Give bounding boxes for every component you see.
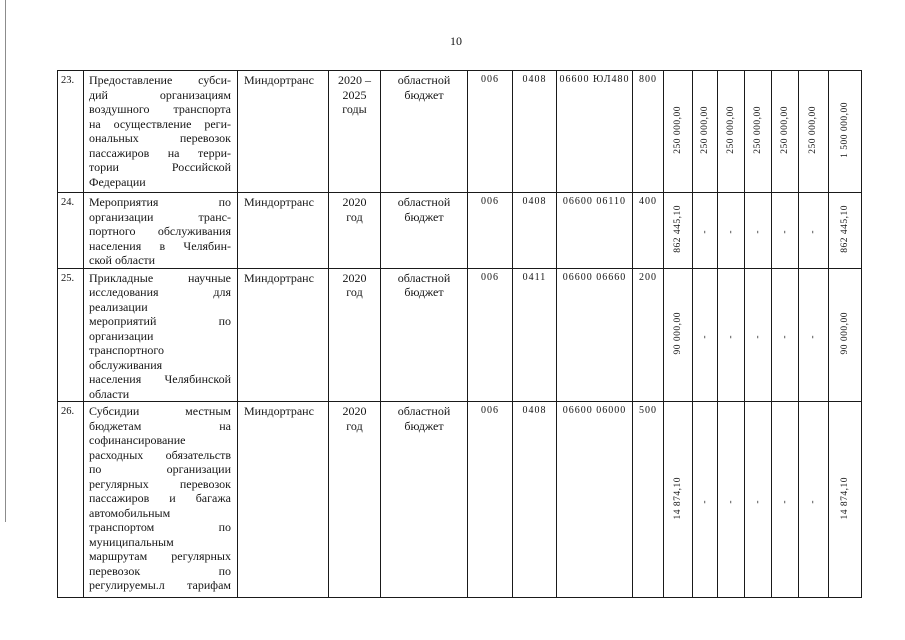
amount-total-value: 1 500 000,00	[839, 101, 850, 158]
amount-total-cell	[829, 193, 862, 269]
code-expense-type: 400	[633, 193, 664, 269]
amount-value: -	[752, 499, 763, 504]
amount-cell	[745, 193, 772, 269]
amount-cell	[664, 193, 693, 269]
amount-value: -	[699, 499, 710, 504]
description-line: реализации	[89, 299, 148, 314]
description-line: маршрутам регулярных	[89, 549, 231, 563]
amount-cell	[799, 402, 829, 598]
amount-cell	[745, 402, 772, 598]
description-line: автомобильным	[89, 505, 171, 520]
table-row	[58, 268, 862, 402]
description-line: регулируемы.л тарифам	[89, 578, 231, 592]
period-line: 2020	[342, 195, 367, 209]
description-line: регулярных перевозок	[89, 476, 231, 491]
row-number: 25.	[58, 268, 84, 402]
period-line: год	[346, 418, 363, 433]
code-target-item: 06600 ЮЛ480	[557, 71, 633, 193]
measures-table	[57, 70, 862, 598]
description-line: Предоставление субси-	[89, 73, 231, 87]
period-line: 2025	[342, 87, 367, 102]
row-number: 26.	[58, 402, 84, 598]
amount-cell	[693, 402, 718, 598]
measure-description	[84, 193, 238, 269]
amount-total-value: 862 445,10	[839, 204, 850, 253]
amount-value: -	[699, 230, 710, 234]
code-ministry: 006	[468, 71, 513, 193]
period	[329, 71, 381, 193]
description-line: организации	[89, 328, 154, 343]
amount-value: 90 000,00	[672, 311, 683, 355]
amount-value: -	[699, 334, 710, 339]
period-line: годы	[342, 102, 367, 116]
code-expense-type: 800	[633, 71, 664, 193]
description-line: Прикладные научные	[89, 270, 231, 285]
amount-value: -	[808, 230, 818, 234]
table-row	[58, 193, 862, 269]
amount-cell	[799, 268, 829, 402]
code-section: 0411	[513, 268, 557, 402]
period-line: 2020	[342, 270, 367, 285]
amount-value: 250 000,00	[725, 105, 736, 154]
page-number: 10	[450, 34, 462, 48]
funding-source-line: областной	[397, 73, 451, 87]
row-number: 24.	[58, 193, 84, 269]
table-row	[58, 71, 862, 193]
amount-value: 14 874,10	[672, 476, 683, 519]
description-line: Субсидии местным	[89, 404, 231, 418]
description-line: Федерации	[89, 174, 146, 189]
code-expense-type: 500	[633, 402, 664, 598]
description-line: по организации	[89, 462, 231, 476]
amount-cell	[693, 71, 718, 193]
amount-value: -	[752, 334, 763, 339]
code-ministry: 006	[468, 268, 513, 402]
description-line: на осуществление реги-	[89, 116, 231, 131]
amount-total-value: 90 000,00	[839, 311, 850, 355]
funding-source	[381, 402, 468, 598]
amount-value: -	[725, 230, 736, 234]
amount-value: -	[808, 334, 818, 339]
description-line: исследования для	[89, 285, 231, 299]
funding-source	[381, 193, 468, 269]
description-line: муниципальным	[89, 534, 174, 549]
executor: Миндортранс	[238, 71, 329, 193]
description-line: транспортного	[89, 343, 165, 357]
executor: Миндортранс	[238, 268, 329, 402]
description-line: пассажиров и багажа	[89, 491, 231, 505]
amount-value: -	[779, 334, 790, 339]
amount-value: -	[725, 499, 736, 504]
funding-source-line: областной	[397, 195, 451, 209]
description-line: перевозок по	[89, 563, 231, 578]
description-line: пассажиров на терри-	[89, 145, 231, 160]
description-line: обслуживания	[89, 357, 163, 372]
amount-total-value: 14 874,10	[839, 476, 850, 519]
table-row	[58, 402, 862, 598]
code-expense-type: 200	[633, 268, 664, 402]
code-ministry: 006	[468, 193, 513, 269]
description-line: области	[89, 386, 130, 401]
description-line: тории Российской	[89, 160, 231, 174]
amount-cell	[772, 71, 799, 193]
amount-value: 250 000,00	[779, 105, 790, 154]
description-line: ональных перевозок	[89, 131, 231, 145]
measure-description	[84, 268, 238, 402]
funding-source-line: бюджет	[404, 285, 444, 299]
amount-cell	[718, 193, 745, 269]
funding-source-line: бюджет	[404, 87, 444, 102]
description-line: населения в Челябин-	[89, 238, 231, 253]
description-line: портного обслуживания	[89, 224, 231, 238]
amount-cell	[745, 71, 772, 193]
amount-cell	[718, 402, 745, 598]
description-line: ской области	[89, 253, 156, 267]
scan-edge-line	[5, 0, 6, 522]
funding-source-line: бюджет	[404, 209, 444, 224]
amount-value: -	[779, 230, 790, 234]
amount-total-cell	[829, 402, 862, 598]
amount-value: 862 445,10	[672, 204, 683, 253]
amount-value: 250 000,00	[808, 105, 818, 154]
description-line: транспортом по	[89, 520, 231, 534]
period-line: 2020 –	[338, 73, 371, 87]
funding-source	[381, 268, 468, 402]
code-section: 0408	[513, 402, 557, 598]
description-line: населения Челябинской	[89, 372, 231, 386]
amount-total-cell	[829, 268, 862, 402]
funding-source-line: областной	[397, 270, 451, 285]
executor: Миндортранс	[238, 193, 329, 269]
amount-value: 250 000,00	[699, 105, 710, 154]
amount-value: 250 000,00	[752, 105, 763, 154]
funding-source-line: бюджет	[404, 418, 444, 433]
amount-cell	[718, 71, 745, 193]
description-line: мероприятий по	[89, 314, 231, 328]
amount-cell	[693, 193, 718, 269]
description-line: софинансирование	[89, 433, 186, 447]
description-line: дий организациям	[89, 87, 231, 102]
funding-source	[381, 71, 468, 193]
code-target-item: 06600 06110	[557, 193, 633, 269]
amount-cell	[693, 268, 718, 402]
code-ministry: 006	[468, 402, 513, 598]
measure-description	[84, 71, 238, 193]
executor: Миндортранс	[238, 402, 329, 598]
period-line: 2020	[342, 404, 367, 418]
description-line: организации транс-	[89, 209, 231, 224]
amount-cell	[718, 268, 745, 402]
amount-cell	[745, 268, 772, 402]
description-line: бюджетам на	[89, 418, 231, 433]
amount-cell	[664, 402, 693, 598]
row-number: 23.	[58, 71, 84, 193]
amount-value: 250 000,00	[672, 105, 683, 154]
description-line: расходных обязательств	[89, 447, 231, 462]
description-line: воздушного транспорта	[89, 102, 231, 116]
amount-total-cell	[829, 71, 862, 193]
amount-cell	[799, 71, 829, 193]
amount-value: -	[725, 334, 736, 339]
period-line: год	[346, 209, 363, 224]
amount-cell	[664, 71, 693, 193]
amount-value: -	[808, 499, 818, 504]
amount-cell	[799, 193, 829, 269]
period	[329, 193, 381, 269]
period	[329, 268, 381, 402]
period	[329, 402, 381, 598]
amount-cell	[772, 402, 799, 598]
amount-value: -	[779, 499, 790, 504]
amount-value: -	[752, 230, 763, 234]
funding-source-line: областной	[397, 404, 451, 418]
description-line: Мероприятия по	[89, 195, 231, 209]
amount-cell	[772, 268, 799, 402]
measure-description	[84, 402, 238, 598]
amount-cell	[772, 193, 799, 269]
code-target-item: 06600 06660	[557, 268, 633, 402]
code-section: 0408	[513, 71, 557, 193]
period-line: год	[346, 285, 363, 299]
code-target-item: 06600 06000	[557, 402, 633, 598]
amount-cell	[664, 268, 693, 402]
code-section: 0408	[513, 193, 557, 269]
